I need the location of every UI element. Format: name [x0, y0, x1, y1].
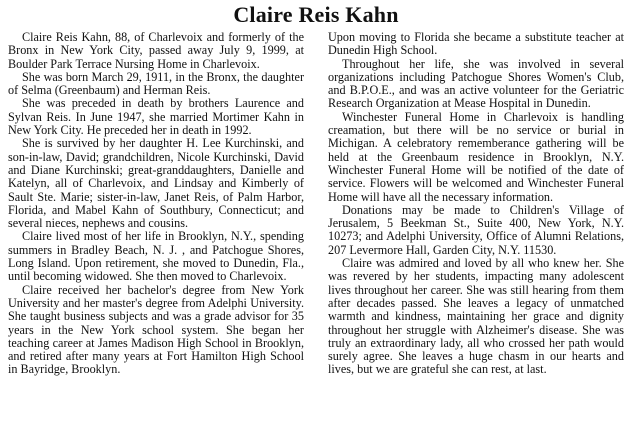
paragraph-career-continued: Upon moving to Florida she became a substitute teacher at Dunedin High School. [328, 30, 624, 58]
article-columns [8, 31, 624, 377]
paragraph-tribute: Claire was admired and loved by all who knew her. She was revered by her students, impacting many adolescent lives throughout her career. She was still hearing from them after decades passed. She leaves a legacy of unmatched warmth and kindness, maintaining her grace and dignity throughout her struggle with Alzheimer's disease. She was truly an extraordinary lady, all who crossed her path would surely agree. She leaves a huge chasm in our hearts and lives, but we are grateful she can rest, at last. [328, 256, 624, 377]
right-column [328, 31, 624, 377]
paragraph-survivors: She is survived by her daughter H. Lee Kurchinski, and son-in-law, David; grandchildren, Nicole Kurchinski, David and Diane Kurchinski; great-granddaughters, Danielle and Katelyn, all of Charlevoix, and Lindsay and Kimberly of Sault Ste. Marie; sister-in-law, Janet Reis, of Palm Harbor, Florida, and Mabel Kahn of Southbury, Connecticut; and several nieces, nephews and cousins. [8, 136, 304, 231]
paragraph-birth: She was born March 29, 1911, in the Bronx, the daughter of Selma (Greenbaum) and Herman Reis. [8, 69, 304, 98]
paragraph-donations: Donations may be made to Children's Village of Jerusalem, 5 Beekman St., Suite 400, New York, N.Y. 10273; and Adelphi University, Office of Alumni Relations, 207 Levermore Hall, Garden City, N.Y. 11530. [328, 202, 624, 257]
paragraph-organizations: Throughout her life, she was involved in several organizations including Patchogue Shores Women's Club, and B.P.O.E., and was an active volunteer for the Geriatric Research Organization at Mease Hospital in Dunedin. [328, 56, 624, 111]
paragraph-intro: Claire Reis Kahn, 88, of Charlevoix and formerly of the Bronx in New York City, passed away July 9, 1999, at Boulder Park Terrace Nursing Home in Charlevoix. [8, 30, 304, 71]
paragraph-career: Claire received her bachelor's degree from New York University and her master's degree from Adelphi University. She taught business subjects and was a grade advisor for 35 years in the New York school system. She began her teaching career at James Madison High School in Brooklyn, and retired after many years at Fort Hamilton High School in Bayridge, Brooklyn. [8, 282, 304, 377]
paragraph-predeceased: She was preceded in death by brothers Laurence and Sylvan Reis. In June 1947, she married Mortimer Kahn in New York City. He preceded her in death in 1992. [8, 96, 304, 138]
paragraph-residence: Claire lived most of her life in Brooklyn, N.Y., spending summers in Bradley Beach, N. J. , and Patchogue Shores, Long Island. Upon retirement, she moved to Dunedin, Fla., until becoming widowed. She then moved to Charlevoix. [8, 229, 304, 284]
left-column [8, 31, 304, 377]
paragraph-arrangements: Winchester Funeral Home in Charlevoix is handling creamation, but there will be no service or burial in Michigan. A celebratory rememberance gathering will be held at the Greenbaum residence in Brooklyn, N.Y. Winchester Funeral Home will be notified of the date of service. Flowers will be welcomed and Winchester Funeral Home will have all the necessary information. [328, 109, 624, 204]
obituary-title: Claire Reis Kahn [233, 2, 399, 27]
